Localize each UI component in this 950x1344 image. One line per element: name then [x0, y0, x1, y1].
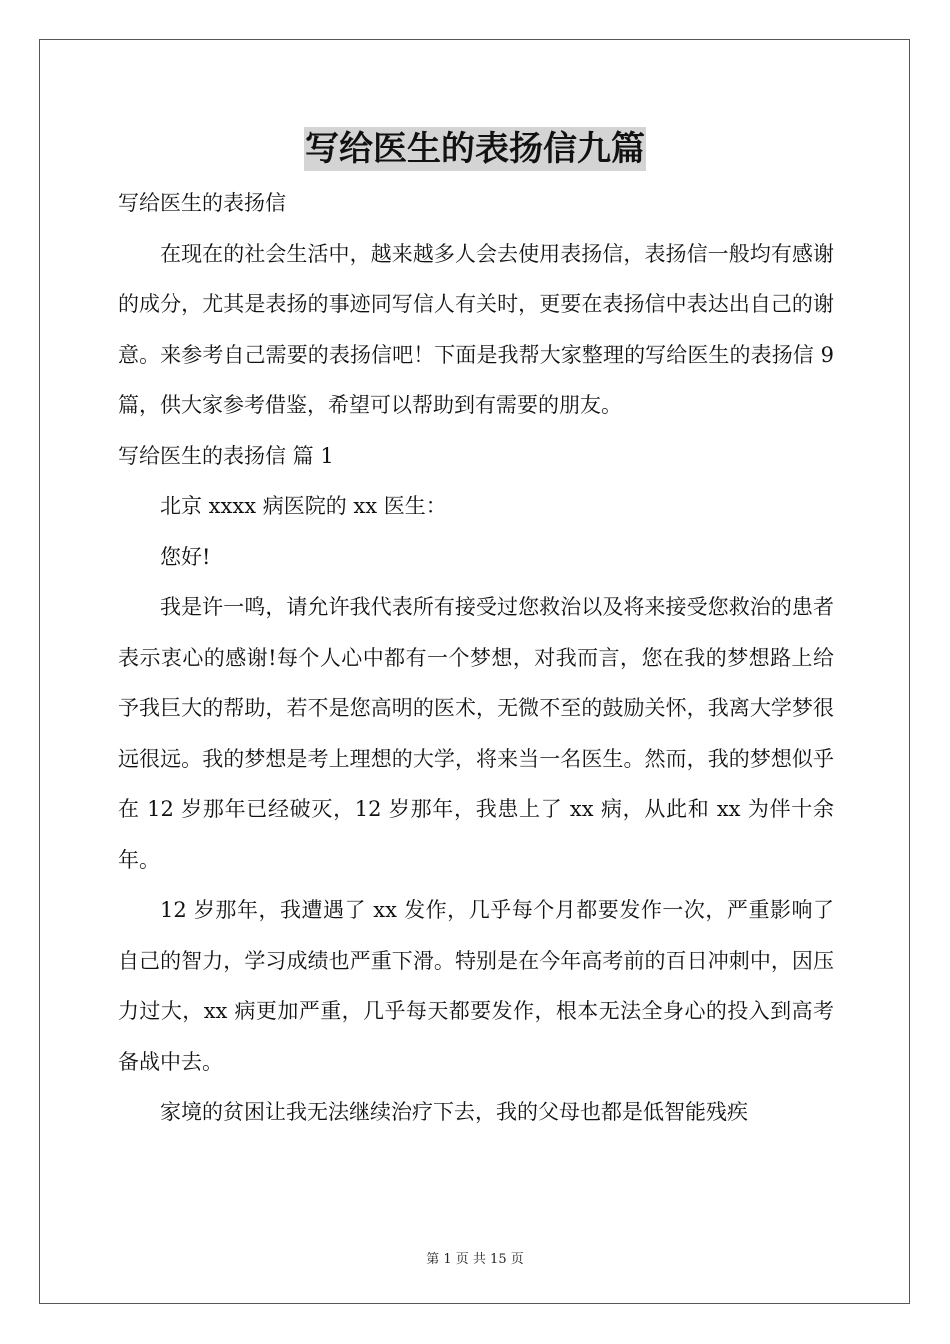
title-container: [0, 127, 950, 171]
document-title: 写给医生的表扬信九篇: [305, 129, 645, 169]
letter-paragraph-3: 家境的贫困让我无法继续治疗下去，我的父母也都是低智能残疾: [160, 1100, 748, 1124]
letter-salutation: 北京 xxxx 病医院的 xx 医生：: [160, 494, 447, 518]
letter-paragraph-2: 12 岁那年，我遭遇了 xx 发作，几乎每个月都要发作一次，严重影响了自己的智力，学习成绩也严重下滑。特别是在今年高考前的百日冲刺中，因压力过大，xx 病更加严重，几乎每天都要发作，根本无法全身心的投入到高考备战中去。: [118, 898, 834, 1074]
document-body: [118, 178, 834, 1138]
letter-greeting: 您好!: [160, 544, 211, 569]
section-heading: 写给医生的表扬信 篇 1: [118, 443, 334, 468]
subtitle: 写给医生的表扬信: [118, 191, 286, 215]
intro-paragraph: 在现在的社会生活中，越来越多人会去使用表扬信，表扬信一般均有感谢的成分，尤其是表扬的事迹同写信人有关时，更要在表扬信中表达出自己的谢意。来参考自己需要的表扬信吧！下面是我帮大家整理的写给医生的表扬信 9 篇，供大家参考借鉴，希望可以帮助到有需要的朋友。: [118, 241, 834, 417]
letter-paragraph-1: 我是许一鸣，请允许我代表所有接受过您救治以及将来接受您救治的患者表示衷心的感谢!每个人心中都有一个梦想，对我而言，您在我的梦想路上给予我巨大的帮助，若不是您高明的医术，无微不至的鼓励关怀，我离大学梦很远很远。我的梦想是考上理想的大学，将来当一名医生。然而，我的梦想似乎在 12 岁那年已经破灭，12 岁那年，我患上了 xx 病，从此和 xx 为伴十余年。: [118, 595, 834, 872]
page-footer: 第 1 页 共 15 页: [426, 1252, 524, 1267]
